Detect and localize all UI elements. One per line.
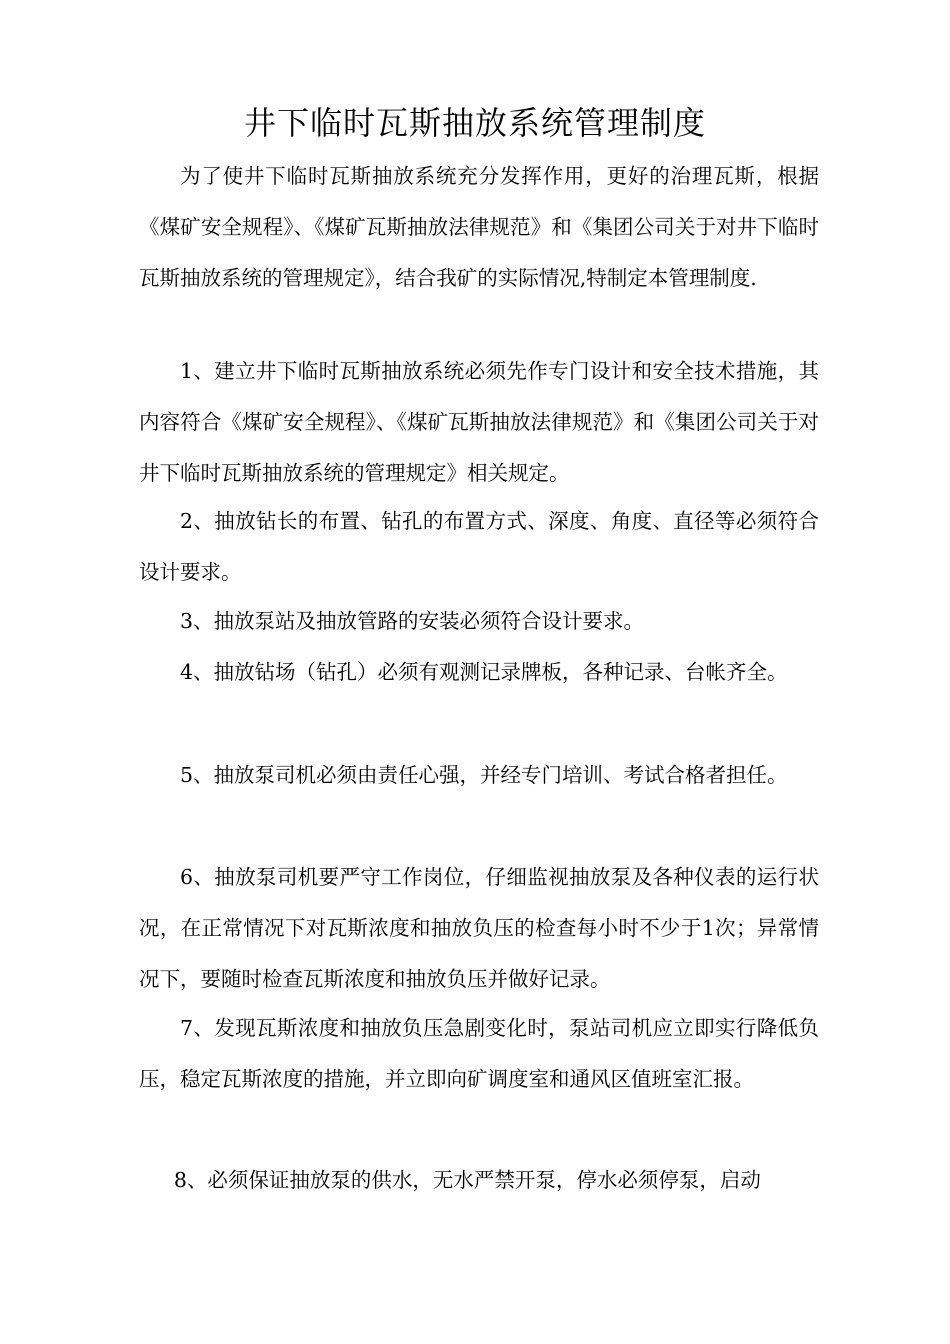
clause-1-block [139,346,819,499]
clause-3-block [139,596,819,647]
paragraph-clause-5: 5、抽放泵司机必须由责任心强，并经专门培训、考试合格者担任。 [180,763,788,787]
document-title: 井下临时瓦斯抽放系统管理制度 [243,104,706,142]
clause-7-block [139,1003,819,1105]
paragraph-intro: 为了使井下临时瓦斯抽放系统充分发挥作用，更好的治理瓦斯，根据《煤矿安全规程》、《煤矿瓦斯抽放法律规范》和《集团公司关于对井下临时瓦斯抽放系统的管理规定》，结合我矿的实际情况,特制定本管理制度. [139,164,819,290]
paragraph-clause-1: 1、建立井下临时瓦斯抽放系统必须先作专门设计和安全技术措施，其内容符合《煤矿安全规程》、《煤矿瓦斯抽放法律规范》和《集团公司关于对井下临时瓦斯抽放系统的管理规定》相关规定。 [139,359,819,485]
clause-5-block [139,750,819,801]
clause-4-block [139,647,819,698]
paragraph-clause-8: 8、必须保证抽放泵的供水，无水严禁开泵，停水必须停泵，启动 [173,1168,761,1192]
clause-2-block [139,496,819,598]
paragraph-clause-4: 4、抽放钻场（钻孔）必须有观测记录牌板，各种记录、台帐齐全。 [180,660,788,684]
paragraph-clause-6: 6、抽放泵司机要严守工作岗位，仔细监视抽放泵及各种仪表的运行状况，在正常情况下对瓦斯浓度和抽放负压的检查每小时不少于1次；异常情况下，要随时检查瓦斯浓度和抽放负压并做好记录。 [139,865,819,991]
clause-8-block [139,1155,819,1206]
paragraph-clause-3: 3、抽放泵站及抽放管路的安装必须符合设计要求。 [180,609,645,633]
intro-paragraph-block [139,151,819,304]
clause-6-block [139,852,819,1005]
paragraph-clause-7: 7、发现瓦斯浓度和抽放负压急剧变化时，泵站司机应立即实行降低负压，稳定瓦斯浓度的措施，并立即向矿调度室和通风区值班室汇报。 [139,1016,819,1091]
paragraph-clause-2: 2、抽放钻长的布置、钻孔的布置方式、深度、角度、直径等必须符合设计要求。 [139,509,819,584]
